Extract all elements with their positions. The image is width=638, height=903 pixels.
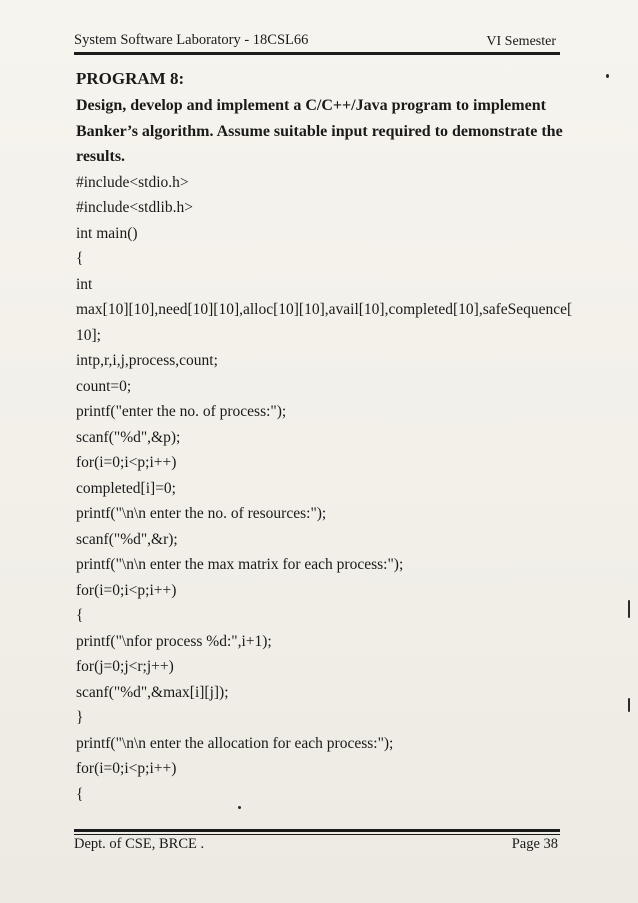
code-line: int (76, 275, 93, 293)
code-line: } (76, 709, 84, 726)
code-line: { (76, 607, 84, 624)
code-line: scanf("%d",&p); (76, 428, 181, 446)
scan-speck (606, 74, 609, 78)
scan-speck (628, 600, 630, 618)
program-description-line: results. (76, 148, 126, 165)
code-line: for(i=0;i<p;i++) (76, 581, 177, 599)
code-line: printf("\n\n enter the allocation for each process:"); (76, 734, 394, 752)
code-line: for(j=0;j<r;j++) (76, 658, 174, 675)
code-line: completed[i]=0; (76, 479, 176, 497)
page-body (76, 64, 576, 807)
scan-speck (238, 806, 241, 809)
code-line: { (76, 785, 84, 803)
footer-department: Dept. of CSE, BRCE . (74, 836, 205, 852)
code-line: count=0; (76, 377, 132, 395)
code-line: for(i=0;i<p;i++) (76, 454, 177, 471)
program-title: PROGRAM 8: (76, 69, 185, 88)
page-header (74, 30, 558, 52)
code-line: printf("\n\n enter the no. of resources:"); (76, 505, 327, 522)
code-line: 10]; (76, 326, 101, 344)
code-line: printf("\n\n enter the max matrix for each process:"); (76, 556, 404, 573)
page-footer (74, 836, 560, 856)
footer-rule-thin (74, 834, 560, 835)
code-line: printf("enter the no. of process:"); (76, 403, 287, 420)
program-description-line: Banker’s algorithm. Assume suitable input required to demonstrate the (76, 122, 563, 140)
header-course: System Software Laboratory - 18CSL66 (74, 32, 309, 48)
code-line: printf("\nfor process %d:",i+1); (76, 632, 272, 650)
program-description-line: Design, develop and implement a C/C++/Java program to implement (76, 97, 546, 114)
scan-speck (628, 698, 630, 712)
code-line: { (76, 250, 84, 267)
header-semester: VI Semester (486, 34, 556, 49)
footer-rule (74, 829, 560, 832)
code-line: scanf("%d",&max[i][j]); (76, 683, 229, 701)
code-listing (76, 170, 576, 808)
code-line: #include<stdio.h> (76, 173, 189, 191)
code-line: intp,r,i,j,process,count; (76, 352, 218, 369)
code-line: max[10][10],need[10][10],alloc[10][10],avail[10],completed[10],safeSequence[ (76, 301, 573, 318)
header-rule (74, 52, 560, 55)
code-line: for(i=0;i<p;i++) (76, 760, 177, 777)
code-line: #include<stdlib.h> (76, 199, 193, 216)
code-line: scanf("%d",&r); (76, 530, 178, 548)
code-line: int main() (76, 224, 138, 242)
footer-page-number: Page 38 (511, 836, 558, 852)
